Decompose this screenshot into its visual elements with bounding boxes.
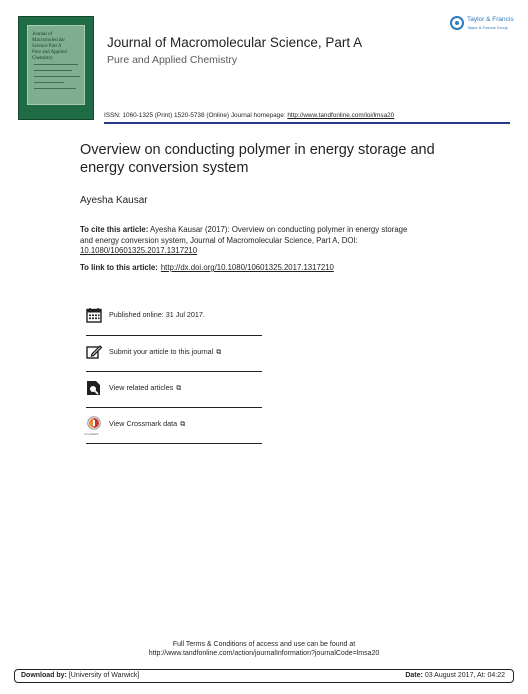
published-row bbox=[86, 304, 262, 330]
article-author: Ayesha Kausar bbox=[80, 195, 148, 206]
download-info-bar bbox=[14, 669, 514, 683]
terms-url-link[interactable]: http://www.tandfonline.com/action/journalInformation?journalCode=lmsa20 bbox=[148, 650, 380, 657]
related-articles-link[interactable] bbox=[86, 377, 262, 403]
published-date-text: Published online: 31 Jul 2017. bbox=[109, 310, 205, 319]
cover-title-line: Journal of bbox=[32, 32, 53, 37]
row-divider bbox=[86, 443, 262, 444]
row-divider bbox=[86, 335, 262, 336]
article-doi-link[interactable]: http://dx.doi.org/10.1080/10601325.2017.1317210 bbox=[160, 263, 334, 272]
cover-title-line: Macromolecular bbox=[32, 38, 66, 43]
external-link-icon: ⧉ bbox=[180, 421, 186, 428]
download-by bbox=[21, 672, 139, 679]
download-by-value: [University of Warwick] bbox=[68, 672, 140, 679]
publisher-tagline: Taylor & Francis Group bbox=[467, 25, 508, 30]
related-articles-text bbox=[109, 383, 181, 393]
submit-article-label: Submit your article to this journal bbox=[109, 347, 214, 356]
edit-icon bbox=[86, 344, 102, 360]
article-link-block bbox=[80, 263, 334, 272]
cover-decoration bbox=[34, 76, 80, 77]
journal-homepage-link[interactable]: http://www.tandfonline.com/loi/lmsa20 bbox=[287, 112, 395, 119]
issn-line bbox=[104, 112, 394, 119]
cover-decoration bbox=[34, 70, 72, 71]
related-articles-label: View related articles bbox=[109, 383, 174, 392]
download-date-label: Date: bbox=[405, 672, 423, 679]
citation-block bbox=[80, 225, 420, 257]
terms-notice bbox=[0, 640, 528, 658]
terms-line: Full Terms & Conditions of access and use can be found at bbox=[172, 641, 356, 648]
citation-label: To cite this article: bbox=[80, 225, 149, 234]
cover-decoration bbox=[34, 82, 64, 83]
cover-title-line: Pure and Applied Chemistry bbox=[32, 50, 67, 61]
crossmark-link[interactable] bbox=[86, 413, 262, 439]
article-title: Overview on conducting polymer in energy storage and energy conversion system bbox=[80, 142, 435, 176]
citation-text: Ayesha Kausar (2017): Overview on conducting polymer in energy storage and energy conversion system, Journal of Macromolecular Science, Part A, DOI: bbox=[80, 225, 408, 245]
row-divider bbox=[86, 371, 262, 372]
publisher-name: Taylor & Francis bbox=[467, 16, 514, 23]
download-by-label: Download by: bbox=[21, 672, 67, 679]
journal-subtitle: Pure and Applied Chemistry bbox=[107, 54, 238, 66]
cover-decoration bbox=[34, 64, 78, 65]
calendar-icon bbox=[86, 307, 102, 323]
row-divider bbox=[86, 407, 262, 408]
header-divider bbox=[104, 122, 510, 124]
submit-article-text bbox=[109, 347, 221, 357]
download-date-value: 03 August 2017, At: 04:22 bbox=[424, 672, 505, 679]
external-link-icon: ⧉ bbox=[216, 349, 222, 356]
publisher-logo[interactable] bbox=[450, 14, 512, 36]
cover-decoration bbox=[34, 88, 76, 89]
journal-name: Journal of Macromolecular Science, Part A bbox=[107, 35, 363, 50]
crossmark-label: View Crossmark data bbox=[109, 419, 178, 428]
cover-panel bbox=[27, 25, 85, 105]
cover-title-line: Science Part A bbox=[32, 44, 62, 49]
crossmark-badge-text: CrossMark bbox=[84, 432, 99, 436]
article-link-label: To link to this article: bbox=[80, 263, 158, 272]
document-search-icon bbox=[86, 380, 102, 396]
issn-text: ISSN: 1060-1325 (Print) 1520-5738 (Online) Journal homepage: bbox=[104, 112, 286, 119]
external-link-icon: ⧉ bbox=[176, 385, 182, 392]
download-date bbox=[405, 672, 505, 679]
crossmark-icon bbox=[86, 416, 102, 432]
crossmark-text bbox=[109, 419, 185, 429]
journal-cover-image bbox=[18, 16, 94, 120]
cover-title bbox=[32, 32, 82, 62]
submit-article-link[interactable] bbox=[86, 341, 262, 367]
citation-doi-link[interactable]: 10.1080/10601325.2017.1317210 bbox=[80, 246, 198, 255]
publisher-logo-icon bbox=[450, 16, 464, 30]
